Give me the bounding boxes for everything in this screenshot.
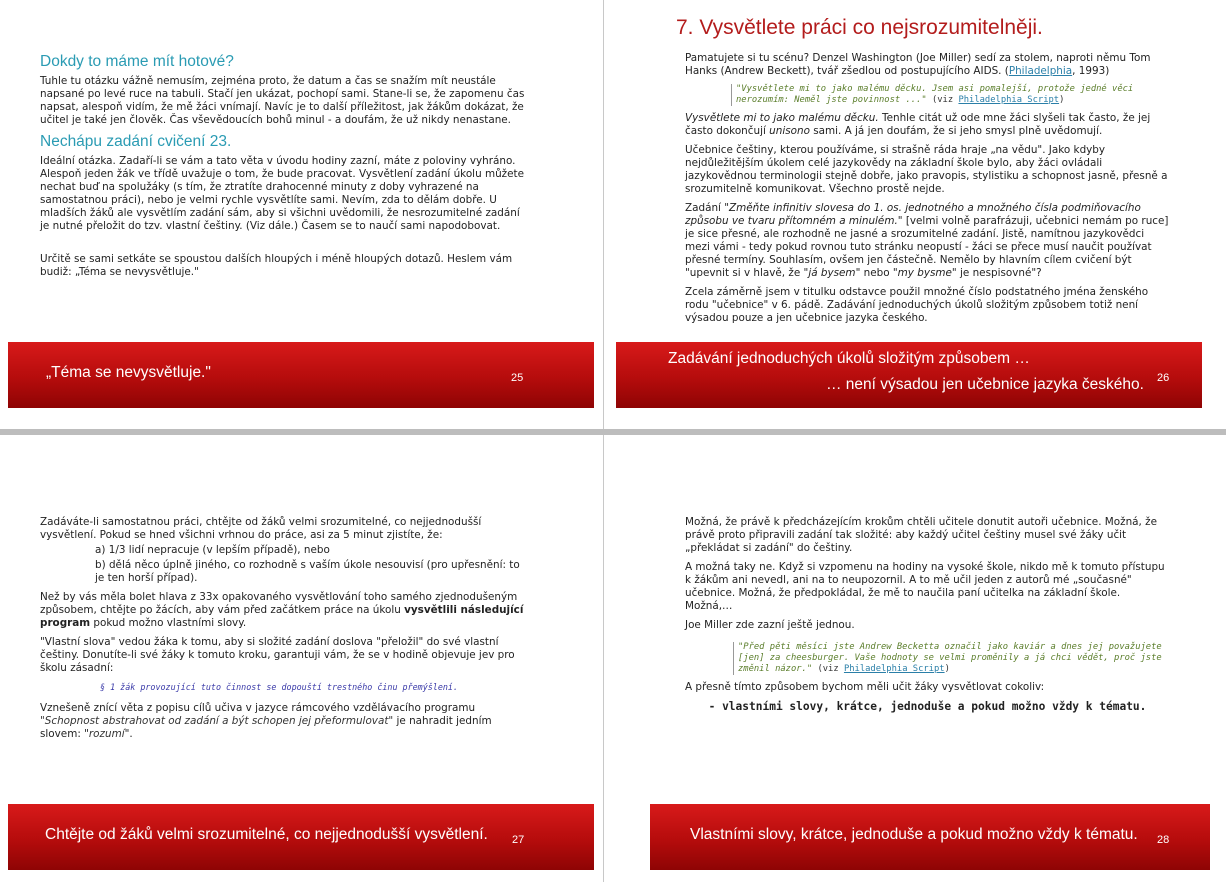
page-number: 25 xyxy=(511,372,524,384)
page-number: 26 xyxy=(1157,372,1170,384)
paragraph: Tuhle tu otázku vážně nemusím, zejména proto, že datum a čas se snažím mít neustále napsané po levé ruce na tabuli. Stačí jen ukázat, pochopí sami. Stane-li se, že zapomenu čas napsat, alespoň vidím, že mě žáci vnímají. Navíc je to další příležitost, jak žákům dokázat, že učitel je také jen člověk. Čas vševědoucích bohů minul - a doufám, že už nikdy nenastane. xyxy=(40,75,525,126)
slide-banner xyxy=(616,342,1202,408)
paragraph: Joe Miller zde zazní ještě jednou. xyxy=(685,619,855,631)
slide-25-content xyxy=(40,55,525,285)
paragraph: Než by vás měla bolet hlava z 33x opakovaného vysvětlování toho samého zjednodušeným způsobem, chtějte po žácích, aby vám před začátkem práce na úkolu vysvětlili následující program pokud možno vlastními slovy. xyxy=(40,591,524,629)
page-number: 27 xyxy=(512,834,525,846)
quote-block: "Vysvětlete mi to jako malému děcku. Jsem asi pomalejší, protože jedné věci nerozumím: Neměl jste povinnost ..." (viz Philadelphia Script) xyxy=(731,84,1170,106)
banner-line-1: Zadávání jednoduchých úkolů složitým způsobem … xyxy=(668,350,1030,367)
paragraph: A možná taky ne. Když si vzpomenu na hodiny na vysoké škole, nikdo mě k tomuto přístupu k žákům ani nevedl, ani na to neupozornil. A to mě učil jeden z autorů mé „současné" učebnice. Možná, že předpokládal, že mě to naučila paní učitelka na základní škole. Možná,… xyxy=(685,561,1165,612)
slide-banner xyxy=(650,804,1210,870)
paragraph: Vznešeně znící věta z popisu cílů učiva v jazyce rámcového vzdělávacího programu "Schopnost abstrahovat od zadání a být schopen jej přeformulovat" je nahradit jedním slovem: "rozumí". xyxy=(40,702,492,740)
slide-26[interactable] xyxy=(608,0,1210,428)
list-item: b) dělá něco úplně jiného, co rozhodně s vaším úkole nesouvisí (pro upřesnění: to je ten horší případ). xyxy=(95,559,520,584)
slide-25[interactable] xyxy=(0,0,602,428)
philadelphia-link[interactable]: Philadelphia xyxy=(1008,65,1073,77)
list-item: a) 1/3 lidí nepracuje (v lepším případě), nebo xyxy=(95,544,330,556)
paragraph: Zadáváte-li samostatnou práci, chtějte od žáků velmi srozumitelné, co nejjednodušší vysvětlení. Pokud se hned všichni vrhnou do práce, asi za 5 minut zjistíte, že: xyxy=(40,516,482,541)
slide-26-content xyxy=(685,52,1170,331)
philadelphia-script-link[interactable]: Philadelphia Script xyxy=(958,95,1060,105)
slide-27-content xyxy=(40,516,530,747)
quote-block: § 1 žák provozující tuto činnost se dopouští trestného činu přemýšlení. xyxy=(100,682,458,692)
slide-28-content xyxy=(685,516,1170,719)
slide-banner xyxy=(8,342,594,408)
slide-banner xyxy=(8,804,594,870)
paragraph: "Vlastní slova" vedou žáka k tomu, aby si složité zadání doslova "přeložil" do své vlastní češtiny. Donutíte-li své žáky k tomuto kroku, garantuji vám, že se v hodině objevuje jev pro školu zásadní: xyxy=(40,636,515,674)
banner-line-2: … není výsadou jen učebnice jazyka českého. xyxy=(826,376,1144,393)
philadelphia-script-link[interactable]: Philadelphia Script xyxy=(843,664,945,674)
slide-28[interactable] xyxy=(608,436,1226,882)
slide-heading: Nechápu zadání cvičení 23. xyxy=(40,133,232,150)
paragraph: Pamatujete si tu scénu? Denzel Washington (Joe Miller) sedí za stolem, naproti němu Tom Hanks (Andrew Beckett), tvář zšedlou od postupujícího AIDS. (Philadelphia, 1993) xyxy=(685,52,1151,77)
banner-text: Chtějte od žáků velmi srozumitelné, co nejjednodušší vysvětlení. xyxy=(45,826,488,843)
paragraph: A přesně tímto způsobem bychom měli učit žáky vysvětlovat cokoliv: xyxy=(685,681,1045,693)
paragraph: Určitě se sami setkáte se spoustou dalších hloupých i méně hloupých dotazů. Heslem vám budiž: „Téma se nevysvětluje." xyxy=(40,253,513,278)
slide-title: 7. Vysvětlete práci co nejsrozumitelněji. xyxy=(676,16,1043,39)
banner-text: Vlastními slovy, krátce, jednoduše a pokud možno vždy k tématu. xyxy=(690,826,1138,843)
paragraph: Zcela záměrně jsem v titulku odstavce použil množné číslo podstatného jména ženského rodu "učebnice" v 6. pádě. Zadávání jednoduchých úkolů složitým způsobem totiž není výsadou pouze a jen učebnice jazyka českého. xyxy=(685,286,1149,324)
quote-block: "Před pěti měsíci jste Andrew Becketta označil jako kaviár a dnes jej považujete [jen] za cheesburger. Vaše hodnoty se velmi proměnily a já chci vědět, proč jste změnil názor." (viz Philadelphia Script) xyxy=(733,642,1170,675)
paragraph: Učebnice češtiny, kterou používáme, si strašně ráda hraje „na vědu". Jako kdyby nejdůležitějším úkolem celé jazykovědy na základní škole bylo, aby žáci ovládali jazykovědnou terminologii stejně dobře, jako pravopis, stylistiku a schopnost jasně, přesně a srozumitelně komunikovat. Všechno prostě nejde. xyxy=(685,144,1168,195)
page-number: 28 xyxy=(1157,834,1170,846)
horizontal-separator xyxy=(0,429,1226,435)
slide-heading: Dokdy to máme mít hotové? xyxy=(40,53,234,70)
summary-line: - vlastními slovy, krátce, jednoduše a pokud možno vždy k tématu. xyxy=(708,700,1147,713)
paragraph: Možná, že právě k předcházejícím krokům chtěli učitele donutit autoři učebnice. Možná, že právě proto připravili zadání tak složité: aby každý učitel češtiny musel své žáky učit „překládat si zadání" do češtiny. xyxy=(685,516,1157,554)
paragraph: Vysvětlete mi to jako malému děcku. Tenhle citát už ode mne žáci slyšeli tak často, že jej často dokončují unisono sami. A já jen doufám, že si jeho smysl plně uvědomují. xyxy=(685,112,1151,137)
slide-27[interactable] xyxy=(0,436,602,882)
paragraph: Zadání "Změňte infinitiv slovesa do 1. os. jednotného a množného čísla podmiňovacího způsobu ve tvaru přítomném a minulém." [velmi volně parafrázuji, učebnici nemám po ruce] je sice přesné, ale rozhodně ne jasné a srozumitelné zadání. Jistě, namítnou jazykovědci mezi vámi - tedy pokud rovnou tuto stránku neopustí - žáci se přece musí naučit používat přesné termíny. Souhlasím, ovšem jen částečně. Nemělo by hlavním cílem cvičení být "upevnit si v hlavě, že "já bysem" nebo "my bysme" je nespisovné"? xyxy=(685,202,1169,279)
paragraph: Ideální otázka. Zadaří-li se vám a tato věta v úvodu hodiny zazní, máte z poloviny vyhráno. Alespoň jeden žák ve třídě uvažuje o tom, že bude pracovat. Vysvětlení zadání úkolu můžete nechat buď na spolužáky (s tím, že ztratíte drahocenné minuty z doby vyhrazené na samostatnou práci), nebo je velmi rychle vysvětlíte sami. Nevím, zda to dělám dobře. U mladších žáků ale vysvětlím zadání sám, aby si všichni uvědomili, že nesrozumitelné zadání je nutné přeložit do tzv. vlastní češtiny. (Viz dále.) Časem se to naučí sami napodobovat. xyxy=(40,155,524,232)
banner-text: „Téma se nevysvětluje." xyxy=(46,364,211,381)
